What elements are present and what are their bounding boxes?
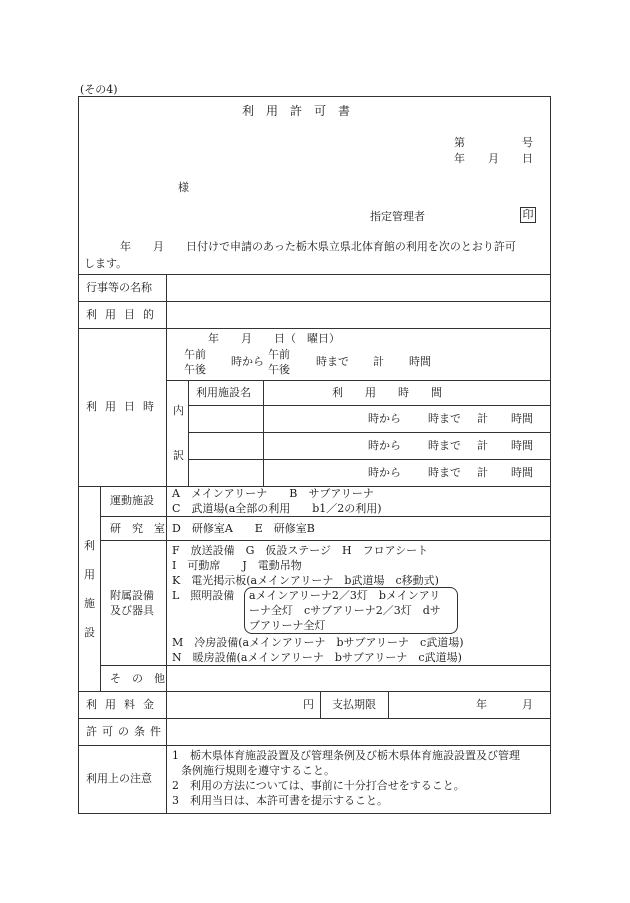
note-1-line-2: 条例施行規則を遵守すること。: [181, 764, 335, 777]
label-datetime: 利用日時: [86, 400, 162, 413]
note-2: 2 利用の方法については、事前に十分打合せをすること。: [172, 779, 465, 792]
rule: [78, 745, 551, 746]
start-am: 午前: [184, 348, 206, 361]
start-from: 時から: [231, 355, 264, 368]
hours-label: 時間: [409, 355, 431, 368]
number-label-go: 号: [522, 136, 533, 149]
row3-until: 時まで: [428, 466, 461, 479]
col-facility-name: 利用施設名: [196, 386, 251, 399]
form-number: (その4): [80, 83, 118, 96]
row1-until: 時まで: [428, 412, 461, 425]
intro-line-1: 年 月 日付けで申請のあった栃木県立県北体育館の利用を次のとおり許可: [120, 240, 516, 253]
label-fee: 利用料金: [86, 698, 162, 711]
date-month-label: 月: [488, 152, 499, 165]
facility-label-1: 利: [84, 539, 95, 552]
number-label-dai: 第: [454, 136, 465, 149]
breakdown-label-1: 内: [173, 404, 184, 417]
fee-divider-2: [388, 691, 389, 718]
end-am: 午前: [268, 348, 290, 361]
sports-line-1: A メインアリーナ B サブアリーナ: [172, 487, 374, 500]
facility-label-2: 用: [84, 568, 95, 581]
lighting-line-2: ーナ全灯 cサブアリーナ2／3灯 dサ: [249, 604, 441, 617]
col-use-time: 利 用 時 間: [332, 386, 442, 399]
equip-line-k: K 電光掲示板(aメインアリーナ b武道場 c移動式): [172, 574, 439, 587]
label-event-name: 行事等の名称: [86, 281, 152, 294]
row1-from: 時から: [368, 412, 401, 425]
rule: [166, 380, 551, 381]
rule: [78, 301, 551, 302]
row1-hours: 時間: [511, 412, 533, 425]
date-day-label: 日: [522, 152, 533, 165]
label-equipment-2: 及び器具: [110, 604, 154, 617]
fee-divider-1: [320, 691, 321, 718]
label-notes: 利用上の注意: [86, 772, 152, 785]
equip-line-l: L 照明設備: [172, 589, 235, 602]
seal-box: 印: [520, 207, 536, 223]
row3-hours: 時間: [511, 466, 533, 479]
row3-total: 計: [477, 466, 488, 479]
equip-line-n: N 暖房設備(aメインアリーナ bサブアリーナ c武道場): [172, 651, 462, 664]
rule: [78, 691, 551, 692]
rule: [78, 718, 551, 719]
label-purpose: 利用目的: [86, 308, 162, 321]
row1-total: 計: [477, 412, 488, 425]
rule: [188, 432, 551, 433]
lighting-line-3: ブアリーナ全灯: [249, 619, 326, 632]
row3-from: 時から: [368, 466, 401, 479]
end-pm: 午後: [268, 363, 290, 376]
facility-label-4: 設: [84, 626, 95, 639]
fee-payment-deadline: 支払期限: [332, 698, 376, 711]
facility-name-divider: [263, 380, 264, 486]
rule: [188, 405, 551, 406]
note-3: 3 利用当日は、本許可書を提示すること。: [172, 794, 388, 807]
note-1-line-1: 1 栃木県体育施設設置及び管理条例及び栃木県体育施設設置及び管理: [172, 749, 520, 762]
fee-yen: 円: [303, 698, 314, 711]
issuer-label: 指定管理者: [370, 210, 425, 223]
equip-line-m: M 冷房設備(aメインアリーナ bサブアリーナ c武道場): [172, 636, 464, 649]
row2-from: 時から: [368, 439, 401, 452]
breakdown-label-2: 訳: [173, 449, 184, 462]
rule: [100, 540, 551, 541]
row2-total: 計: [477, 439, 488, 452]
rule: [78, 328, 551, 329]
rule: [188, 459, 551, 460]
breakdown-divider: [188, 380, 189, 486]
rule: [78, 274, 551, 275]
equip-line-i: I 可動席 J 電動吊物: [172, 559, 302, 572]
date-year-label: 年: [454, 152, 465, 165]
fee-month: 月: [522, 698, 533, 711]
label-divider: [166, 274, 167, 814]
start-pm: 午後: [184, 363, 206, 376]
row2-until: 時まで: [428, 439, 461, 452]
equip-line-f: F 放送設備 G 仮設ステージ H フロアシート: [172, 544, 429, 557]
sports-line-2: C 武道場(a全部の利用 b1／2の利用): [172, 502, 382, 515]
fee-year: 年: [476, 698, 487, 711]
rule: [100, 516, 551, 517]
label-training-room: 研 究 室: [110, 522, 165, 535]
label-equipment-1: 附属設備: [110, 589, 154, 602]
facility-label-3: 施: [84, 597, 95, 610]
label-sports-facility: 運動施設: [110, 494, 154, 507]
rule: [100, 665, 551, 666]
row2-hours: 時間: [511, 439, 533, 452]
lighting-line-1: aメインアリーナ2／3灯 bメインアリ: [249, 589, 441, 602]
intro-line-2: します。: [84, 257, 128, 270]
training-line: D 研修室A E 研修室B: [172, 522, 315, 535]
document-title: 利 用 許 可 書: [242, 104, 351, 118]
total-label: 計: [373, 355, 384, 368]
label-conditions: 許可の条件: [86, 725, 166, 738]
label-other: そ の 他: [110, 672, 165, 685]
datetime-date-line: 年 月 日（ 曜日）: [208, 332, 340, 345]
addressee-suffix: 様: [178, 181, 189, 194]
end-until: 時まで: [316, 355, 349, 368]
